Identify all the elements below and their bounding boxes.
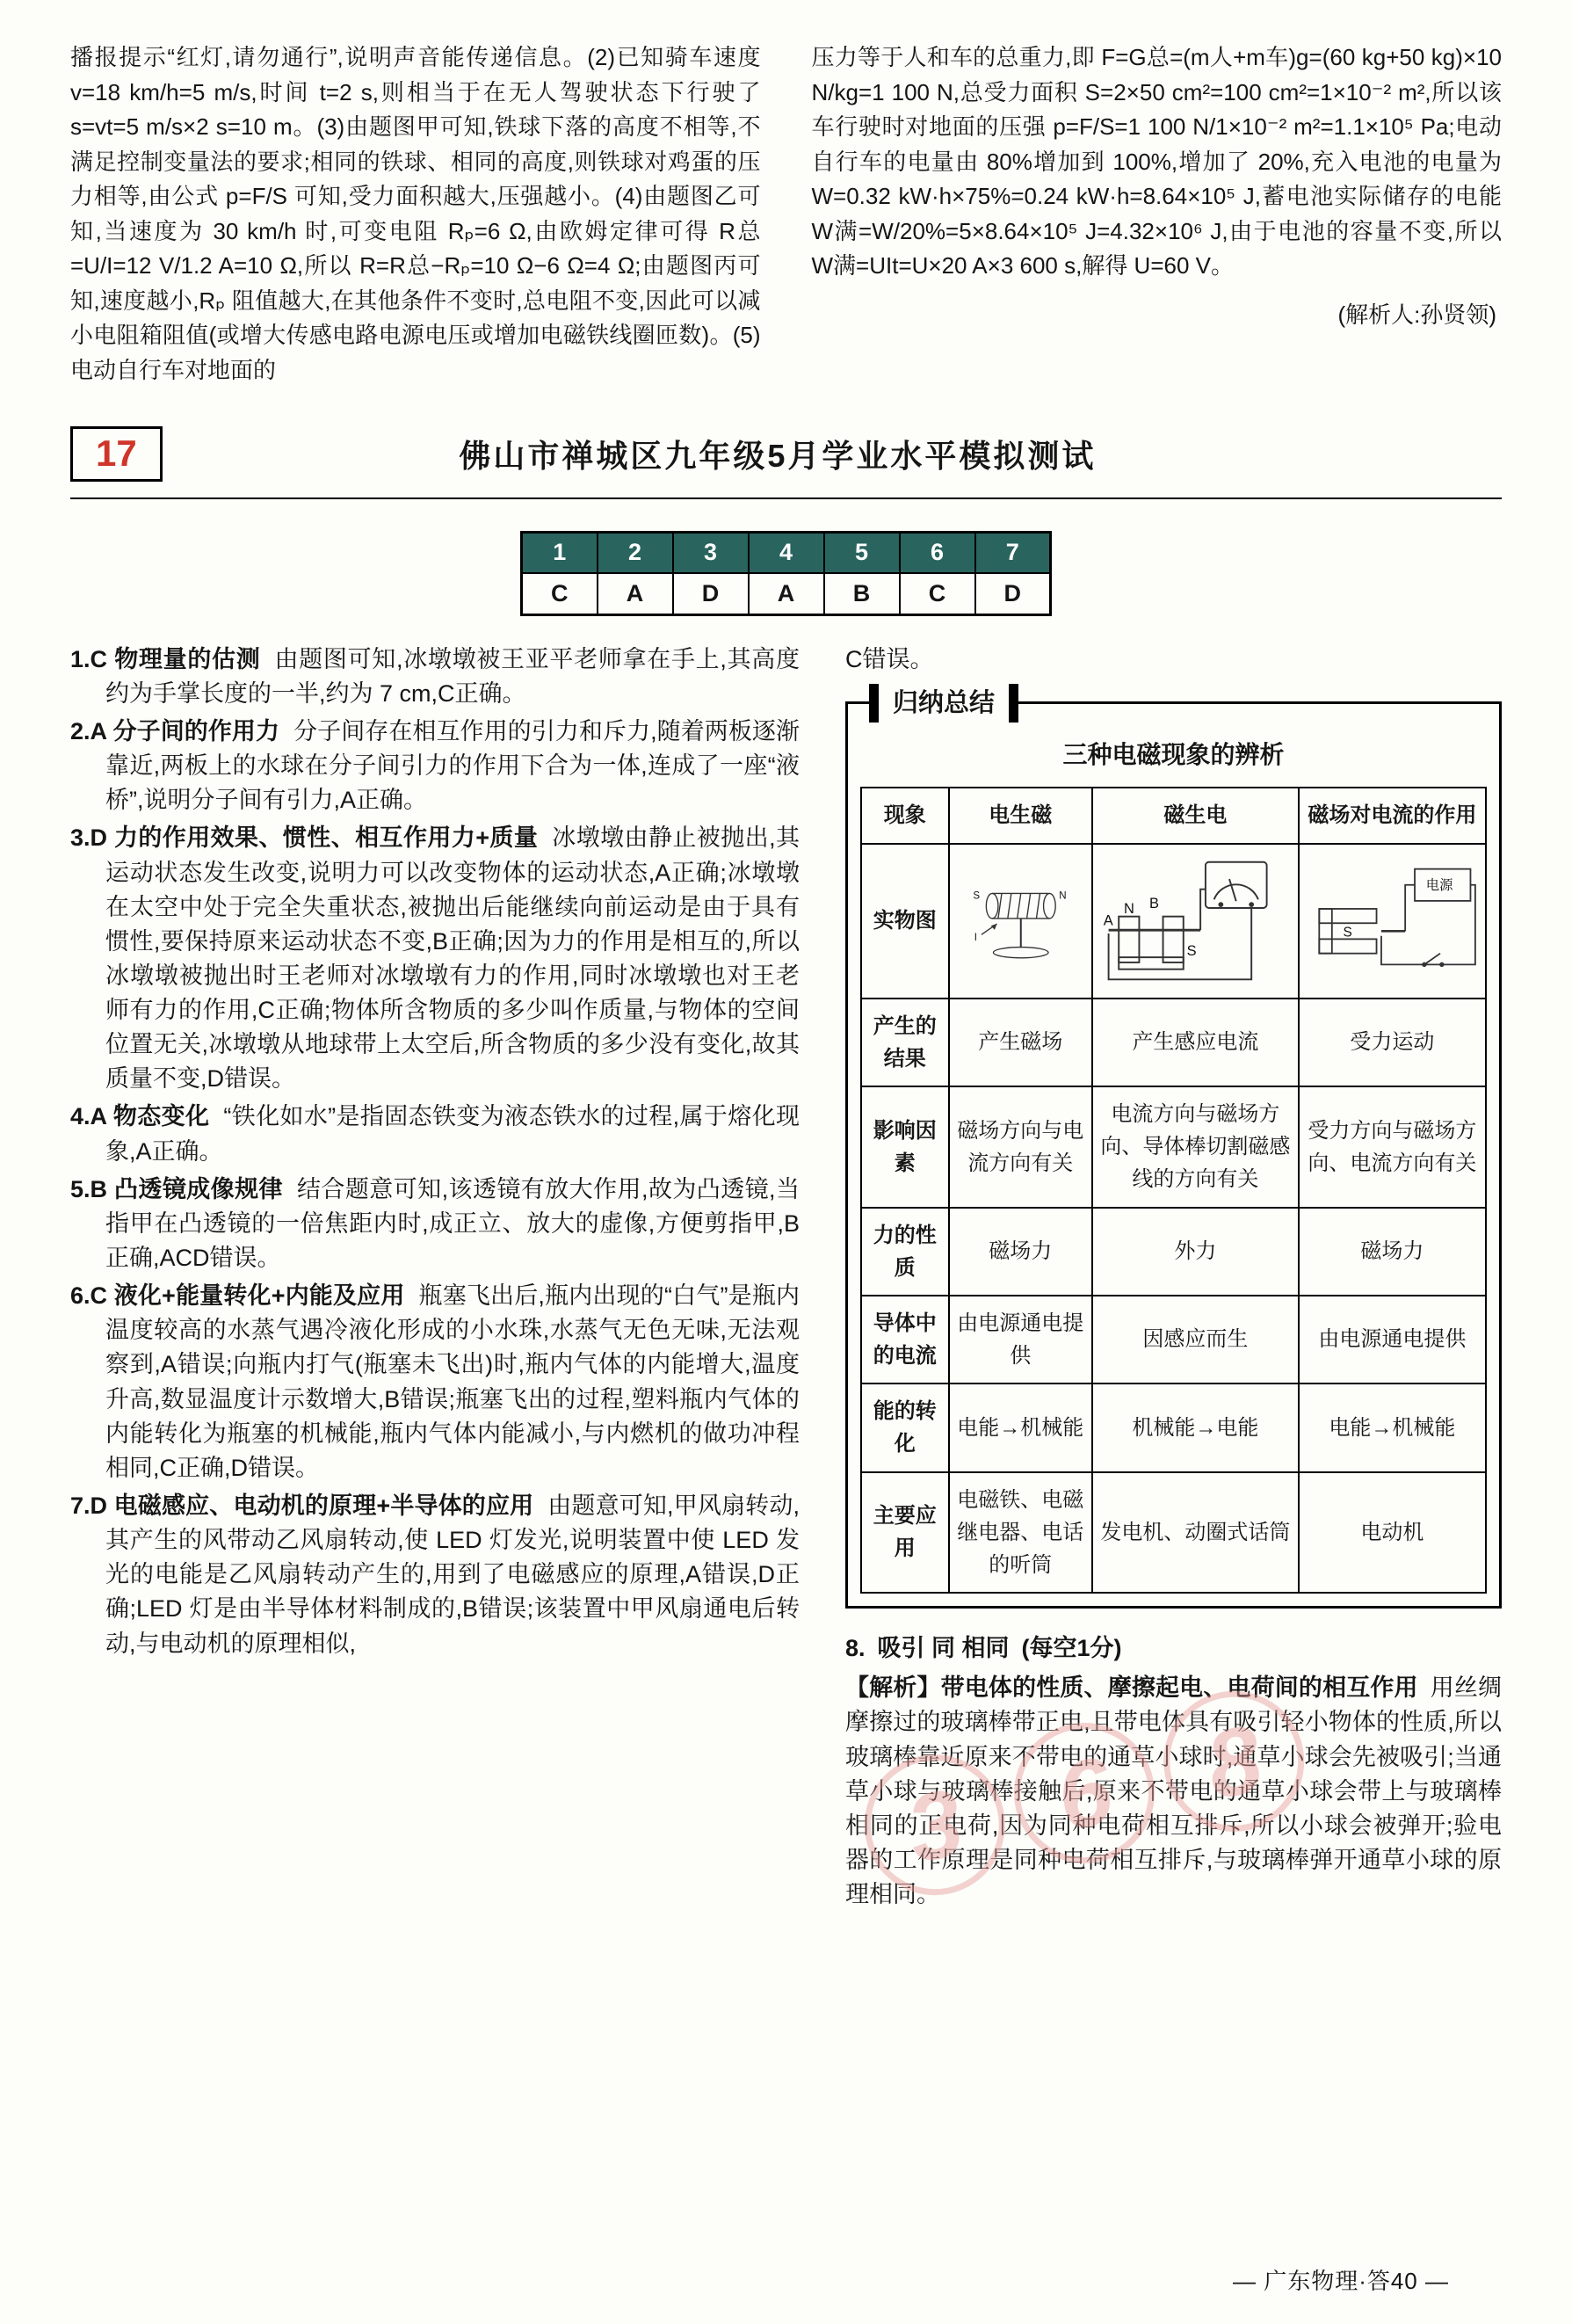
watermark-digit: 6	[1001, 1710, 1168, 1877]
summary-cell: 产生感应电流	[1092, 999, 1299, 1086]
summary-cell: 电流方向与磁场方向、导体棒切割磁感线的方向有关	[1092, 1086, 1299, 1208]
motor-diagram-icon	[1305, 855, 1480, 987]
question-8-answer-line	[845, 1631, 1502, 1666]
summary-cell: 由电源通电提供	[949, 1296, 1093, 1384]
summary-header-cell: 电生磁	[949, 788, 1093, 843]
explanations-list	[70, 643, 800, 1913]
answer-number-cell: 5	[824, 532, 900, 573]
summary-row-label: 产生的结果	[861, 999, 949, 1086]
explanation-label: 5.B 凸透镜成像规律	[70, 1175, 283, 1202]
answer-number-cell: 7	[975, 532, 1051, 573]
summary-cell: 外力	[1092, 1208, 1299, 1296]
summary-row	[861, 999, 1486, 1086]
summary-row-label: 力的性质	[861, 1208, 949, 1296]
summary-cell: 电动机	[1299, 1472, 1486, 1594]
top-left-column	[70, 40, 761, 388]
main-section	[0, 616, 1572, 1913]
summary-title: 三种电磁现象的辨析	[1062, 740, 1285, 768]
explanation-body: 冰墩墩由静止被抛出,其运动状态发生改变,说明力可以改变物体的运动状态,A正确;冰墩墩在太空中处于完全失重状态,被抛出后能继续向前运动是由于具有惯性,要保持原来运动状态不变,B正确;因为力的作用是相互的,所以冰墩墩被抛出时王老师对冰墩墩有力的作用,同时冰墩墩也对王老师有力的作用,C正确;物体所含物质的多少叫作质量,与物体的空间位置无关,冰墩墩从地球带上太空后,所含物质的多少没有变化,故其质量不变,D错误。	[105, 824, 800, 1093]
label-current: I	[974, 932, 977, 943]
summary-diagram-row	[861, 844, 1486, 999]
diagram-force-on-current	[1299, 844, 1486, 999]
summary-cell: 由电源通电提供	[1299, 1296, 1486, 1384]
summary-cell: 磁场力	[949, 1208, 1093, 1296]
question-8-answers: 吸引 同 相同	[877, 1635, 1010, 1662]
summary-row-label: 能的转化	[861, 1384, 949, 1471]
analyst-credit: (解析人:孙贤领)	[1337, 301, 1496, 328]
summary-row	[861, 1296, 1486, 1384]
question-8-number: 8.	[845, 1635, 866, 1662]
label-field-b: B	[1149, 895, 1160, 911]
watermark-digit: 8	[1150, 1678, 1317, 1845]
solenoid-diagram-icon	[955, 855, 1087, 987]
galvanometer-diagram-icon	[1098, 855, 1293, 987]
summary-row-label: 影响因素	[861, 1086, 949, 1208]
summary-cell: 磁场力	[1299, 1208, 1486, 1296]
question-8-analysis	[845, 1671, 1502, 1912]
summary-row	[861, 1384, 1486, 1471]
label-south: S	[972, 890, 980, 902]
analysis-topic: 带电体的性质、摩擦起电、电荷间的相互作用	[940, 1674, 1418, 1702]
answer-letters-row	[522, 573, 1051, 614]
answer-key-table	[520, 531, 1052, 616]
answer-number-cell: 1	[522, 532, 598, 573]
explanation-body: 瓶塞飞出后,瓶内出现的“白气”是瓶内温度较高的水蒸气遇冷液化形成的小水珠,水蒸气无色无味,无法观察到,A错误;向瓶内打气(瓶塞未飞出)时,瓶内气体的内能增大,温度升高,数显温度计示数增大,B错误;瓶塞飞出的过程,塑料瓶内气体的内能转化为瓶塞的机械能,瓶内气体内能减小,与内燃机的做功冲程相同,C正确,D错误。	[105, 1282, 800, 1481]
summary-cell: 因感应而生	[1092, 1296, 1299, 1384]
summary-table	[860, 787, 1487, 1594]
summary-tab-label: 归纳总结	[869, 684, 1018, 723]
label-south: S	[1186, 942, 1197, 959]
top-right-column	[812, 40, 1503, 388]
answer-letter-cell: A	[749, 573, 824, 614]
summary-header-cell: 现象	[861, 788, 949, 843]
explanation-label: 3.D 力的作用效果、惯性、相互作用力+质量	[70, 824, 539, 852]
continuation-text: C错误。	[845, 645, 934, 672]
summary-row-label: 实物图	[861, 844, 949, 999]
answer-letter-cell: B	[824, 573, 900, 614]
label-north: N	[1058, 890, 1067, 902]
summary-cell: 电能→机械能	[1299, 1384, 1486, 1471]
explanation-item	[70, 1279, 800, 1485]
explanation-body: 由题意可知,甲风扇转动,其产生的风带动乙风扇转动,使 LED 灯发光,说明装置中使 LED 发光的电能是乙风扇转动产生的,用到了电磁感应的原理,A错误,D正确;LED 灯是由半导体材料制成的,B错误;该装置中甲风扇通电后转动,与电动机的原理相似,	[105, 1492, 800, 1657]
explanation-label: 4.A 物态变化	[70, 1103, 210, 1130]
right-column	[845, 643, 1502, 1913]
summary-cell: 机械能→电能	[1092, 1384, 1299, 1471]
explanation-item	[70, 1173, 800, 1275]
answer-letter-cell: D	[975, 573, 1051, 614]
top-right-text: 压力等于人和车的总重力,即 F=G总=(m人+m车)g=(60 kg+50 kg)×10 N/kg=1 100 N,总受力面积 S=2×50 cm²=100 cm²=1×10⁻² m²,所以该车行驶时对地面的压强 p=F/S=1 100 N/1×10⁻² m²=1.1×10⁵ Pa;电动自行车的电量由 80%增加到 100%,增加了 20%,充入电池的电量为 W=0.32 kW·h×75%=0.24 kW·h=8.64×10⁵ J,蓄电池实际储存的电能 W满=W/20%=5×8.64×10⁵ J=4.32×10⁶ J,由于电池的容量不变,所以 W满=UIt=U×20 A×3 600 s,解得 U=60 V。	[811, 44, 1502, 280]
diagram-magnetism-makes-current	[1092, 844, 1299, 999]
summary-box	[845, 688, 1502, 1609]
explanation-item	[70, 821, 800, 1096]
answer-number-cell: 2	[598, 532, 673, 573]
explanation-label: 6.C 液化+能量转化+内能及应用	[70, 1282, 405, 1310]
explanation-item	[70, 1489, 800, 1661]
question-8-note: (每空1分)	[1021, 1635, 1122, 1662]
diagram-current-makes-magnetism	[949, 844, 1093, 999]
summary-table-body	[861, 788, 1486, 1593]
summary-row-label: 主要应用	[861, 1472, 949, 1594]
answer-number-cell: 4	[749, 532, 824, 573]
explanation-item	[70, 1100, 800, 1168]
analysis-body: 用丝绸摩擦过的玻璃棒带正电,且带电体具有吸引轻小物体的性质,所以玻璃棒靠近原来不带电的通草小球时,通草小球会先被吸引;当通草小球与玻璃棒接触后,原来不带电的通草小球会带上与玻璃棒相同的正电荷,因为同种电荷相互排斥,所以小球会被弹开;验电器的工作原理是同种电荷相互排斥,与玻璃棒弹开通草小球的原理相同。	[845, 1674, 1503, 1908]
summary-cell: 磁场方向与电流方向有关	[949, 1086, 1093, 1208]
summary-cell: 受力运动	[1299, 999, 1486, 1086]
explanation-body: 结合题意可知,该透镜有放大作用,故为凸透镜,当指甲在凸透镜的一倍焦距内时,成正立、放大的虚像,方便剪指甲,B正确,ACD错误。	[105, 1175, 800, 1272]
summary-row-label: 导体中的电流	[861, 1296, 949, 1384]
answer-letter-cell: D	[673, 573, 749, 614]
answer-letter-cell: A	[598, 573, 673, 614]
label-south: S	[1343, 925, 1352, 940]
summary-row	[861, 1086, 1486, 1208]
summary-cell: 产生磁场	[949, 999, 1093, 1086]
explanation-item	[70, 643, 800, 711]
summary-header-row	[861, 788, 1486, 843]
answer-letter-cell: C	[522, 573, 598, 614]
summary-row	[861, 1208, 1486, 1296]
answer-number-cell: 3	[673, 532, 749, 573]
summary-header-cell: 磁场对电流的作用	[1299, 788, 1486, 843]
explanation-label: 7.D 电磁感应、电动机的原理+半导体的应用	[70, 1492, 534, 1520]
top-continuation-section	[0, 0, 1572, 388]
summary-cell: 电能→机械能	[949, 1384, 1093, 1471]
explanation-label: 2.A 分子间的作用力	[70, 717, 280, 744]
label-power-source: 电源	[1425, 877, 1453, 893]
summary-cell: 受力方向与磁场方向、电流方向有关	[1299, 1086, 1486, 1208]
answer-numbers-row	[522, 532, 1051, 573]
summary-row	[861, 1472, 1486, 1594]
answer-letter-cell: C	[900, 573, 975, 614]
watermark-digit: 3	[851, 1741, 1018, 1908]
answer-number-cell: 6	[900, 532, 975, 573]
explanation-body: “铁化如水”是指固态铁变为液态铁水的过程,属于熔化现象,A正确。	[105, 1103, 800, 1165]
section-number-box: 17	[70, 426, 163, 482]
explanation-body: 分子间存在相互作用的引力和斥力,随着两板逐渐靠近,两板上的水球在分子间引力的作用下合为一体,连成了一座“液桥”,说明分子间有引力,A正确。	[105, 717, 800, 814]
explanation-item	[70, 715, 800, 817]
label-point-a: A	[1103, 911, 1113, 928]
explanation-label: 1.C 物理量的估测	[70, 645, 261, 672]
section-header	[70, 426, 1502, 499]
page-footer: — 广东物理·答40 —	[1232, 2268, 1449, 2294]
top-left-text: 播报提示“红灯,请勿通行”,说明声音能传递信息。(2)已知骑车速度 v=18 km/h=5 m/s,时间 t=2 s,则相当于在无人驾驶状态下行驶了 s=vt=5 m/s×2 s=10 m。(3)由题图甲可知,铁球下落的高度不相等,不满足控制变量法的要求;相同的铁球、相同的高度,则铁球对鸡蛋的压力相等,由公式 p=F/S 可知,受力面积越大,压强越小。(4)由题图乙可知,当速度为 30 km/h 时,可变电阻 Rₚ=6 Ω,由欧姆定律可得 R总=U/I=12 V/1.2 A=10 Ω,所以 R=R总−Rₚ=10 Ω−6 Ω=4 Ω;由题图丙可知,速度越小,Rₚ 阻值越大,在其他条件不变时,总电阻不变,因此可以减小电阻箱阻值(或增大传感电路电源电压或增加电磁铁线圈匝数)。(5)电动自行车对地面的	[70, 44, 761, 383]
label-north: N	[1124, 900, 1134, 917]
section-title: 佛山市禅城区九年级5月学业水平模拟测试	[459, 437, 1097, 474]
summary-header-cell: 磁生电	[1092, 788, 1299, 843]
summary-cell: 发电机、动圈式话筒	[1092, 1472, 1299, 1594]
explanation-body: 由题图可知,冰墩墩被王亚平老师拿在手上,其高度约为手掌长度的一半,约为 7 cm,C正确。	[105, 645, 800, 707]
summary-cell: 电磁铁、电磁继电器、电话的听筒	[949, 1472, 1093, 1594]
analysis-label: 【解析】	[845, 1674, 941, 1702]
